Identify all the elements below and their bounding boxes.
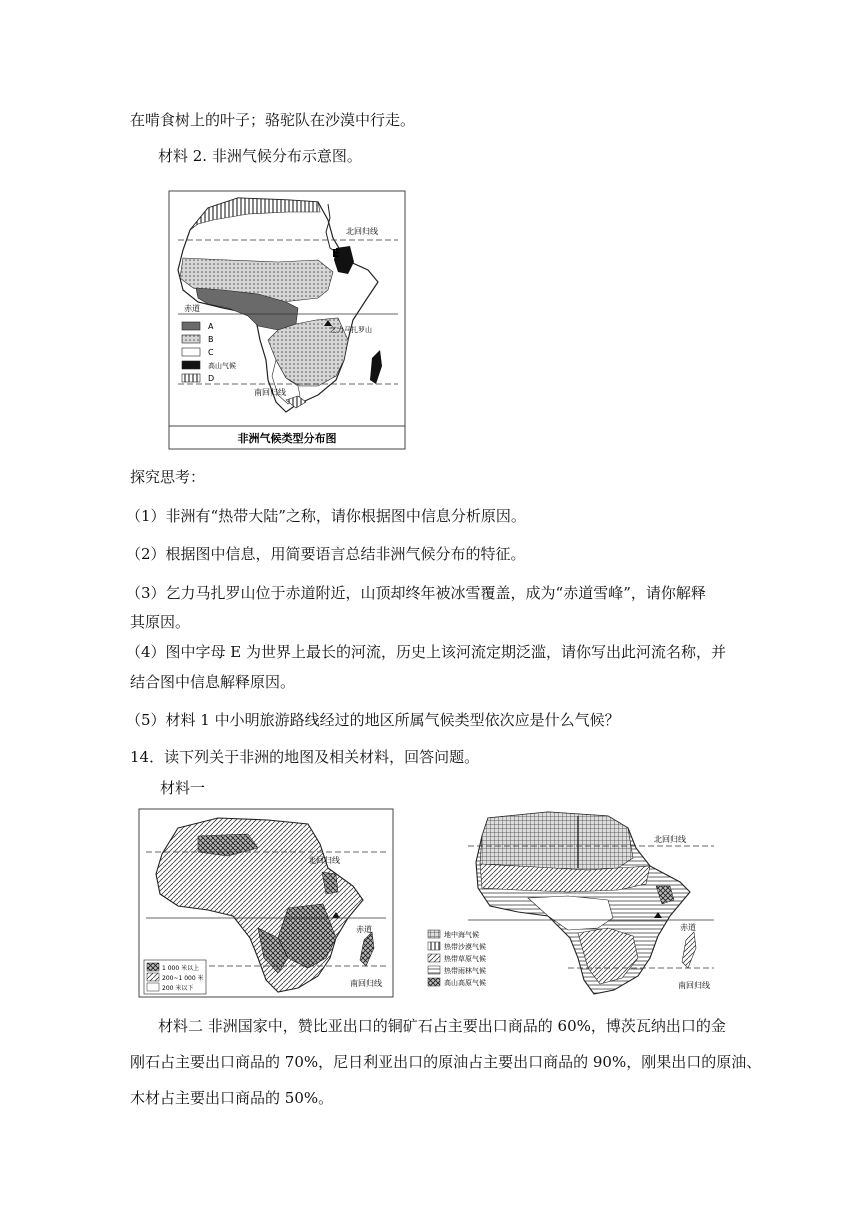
mountain-label: 乞力马扎罗山: [330, 326, 372, 334]
question-2: （2）根据图中信息，用简要语言总结非洲气候分布的特征。: [126, 545, 526, 563]
text-line: 结合图中信息解释原因。: [130, 673, 296, 691]
question-4: （4）图中字母 E 为世界上最长的河流，历史上该河流定期泛滥，请你写出此河流名称，并: [126, 643, 727, 661]
text-line: 材料 2. 非洲气候分布示意图。: [158, 147, 362, 165]
climate-legend: [428, 930, 486, 987]
svg-text:地中海气候: 地中海气候: [444, 931, 479, 939]
question-1: （1）非洲有“热带大陆”之称，请你根据图中信息分析原因。: [126, 507, 526, 525]
text-line: 木材占主要出口商品的 50%。: [130, 1089, 334, 1107]
text-line: 在啃食树上的叶子；骆驼队在沙漠中行走。: [130, 111, 416, 129]
svg-text:B: B: [208, 335, 214, 344]
equator-label: 赤道: [184, 304, 200, 313]
svg-text:热带雨林气候: 热带雨林气候: [444, 967, 486, 975]
tropic-north-label: 北回归线: [308, 856, 340, 865]
terrain-legend: [144, 960, 206, 994]
map-caption: 非洲气候类型分布图: [237, 432, 337, 445]
text-line: 其原因。: [130, 613, 191, 631]
text-line: 材料一: [160, 779, 206, 797]
svg-text:高山气候: 高山气候: [208, 362, 236, 370]
africa-climate-map-2: [418, 808, 718, 1004]
text-line: 刚石占主要出口商品的 70%，尼日利亚出口的原油占主要出口商品的 90%，刚果出口的原油、: [130, 1053, 762, 1071]
svg-text:高山高原气候: 高山高原气候: [444, 979, 486, 987]
question-14: 14．读下列关于非洲的地图及相关材料，回答问题。: [130, 748, 480, 766]
question-3: （3）乞力马扎罗山位于赤道附近，山顶却终年被冰雪覆盖，成为“赤道雪峰”，请你解释: [126, 584, 706, 602]
question-5: （5）材料 1 中小明旅游路线经过的地区所属气候类型依次应是什么气候？: [126, 711, 620, 729]
svg-text:热带沙漠气候: 热带沙漠气候: [444, 943, 486, 951]
equator-label: 赤道: [356, 925, 372, 934]
text-line: 探究思考：: [130, 468, 206, 486]
svg-text:1 000 米以上: 1 000 米以上: [162, 965, 200, 972]
tropic-south-label: 南回归线: [678, 981, 710, 990]
africa-climate-map: [168, 190, 406, 450]
svg-text:200 米以下: 200 米以下: [162, 985, 194, 992]
tropic-north-label: 北回归线: [654, 835, 686, 844]
tropic-north-label: 北回归线: [346, 227, 378, 236]
tropic-south-label: 南回归线: [350, 979, 382, 988]
svg-text:C: C: [208, 348, 214, 357]
svg-text:热带草原气候: 热带草原气候: [444, 955, 486, 963]
material-2: 材料二 非洲国家中，赞比亚出口的铜矿石占主要出口商品的 60%，博茨瓦纳出口的金: [158, 1017, 726, 1035]
tropic-south-label: 南回归线: [254, 388, 286, 397]
svg-text:200~1 000 米: 200~1 000 米: [162, 975, 204, 982]
africa-terrain-map: [138, 808, 394, 998]
svg-text:A: A: [208, 322, 214, 331]
equator-label: 赤道: [680, 923, 696, 932]
river-letter: E: [332, 247, 340, 260]
svg-text:D: D: [208, 374, 215, 383]
